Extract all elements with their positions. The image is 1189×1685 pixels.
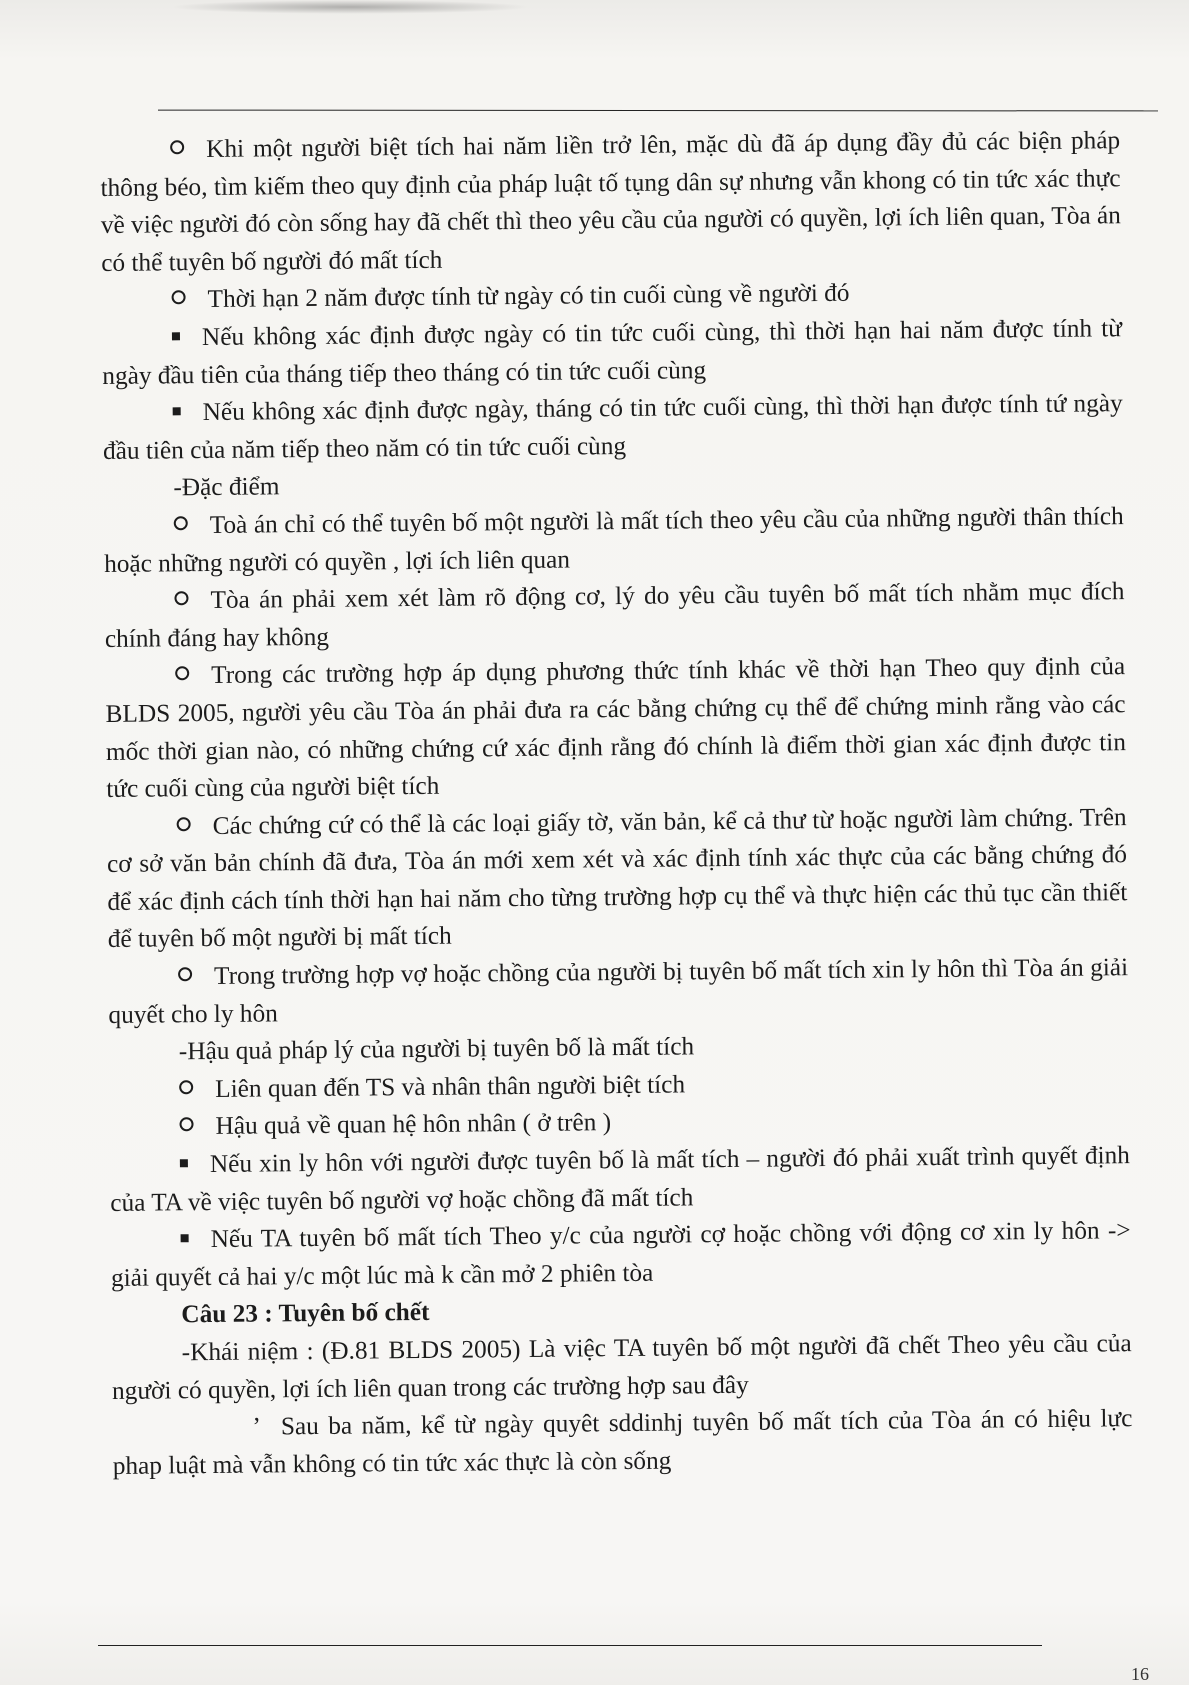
- paragraph: -Khái niệm : (Đ.81 BLDS 2005) Là việc TA tuyên bố một người đã chết Theo yêu cầu của người có quyền, lợi ích liên quan trong các trường hợp sau đây: [111, 1329, 1132, 1405]
- paragraph: Thời hạn 2 năm được tính từ ngày có tin cuối cùng về người đó: [101, 273, 1121, 320]
- document-body: [100, 122, 1133, 1485]
- paragraph: Nếu xin ly hôn với người được tuyên bố là mất tích – người đó phải xuất trình quyết định của TA về việc tuyên bố người vợ hoặc chồng đã mất tích: [110, 1141, 1131, 1217]
- footer-rule: [98, 1645, 1042, 1646]
- scan-smudge: [170, 0, 530, 14]
- paragraph: ʼ Sau ba năm, kể từ ngày quyêt sddinhj tuyên bố mất tích của Tòa án có hiệu lực phap luật mà vẫn không có tin tức xác thực là còn sống: [112, 1404, 1133, 1480]
- square-bullet-icon: [173, 407, 181, 415]
- section-label: -Đặc điểm: [173, 472, 280, 502]
- page-number: 16: [1131, 1664, 1149, 1684]
- paragraph: Trong trường hợp vợ hoặc chồng của người bị tuyên bố mất tích xin ly hôn thì Tòa án giải quyết cho ly hôn: [108, 953, 1129, 1029]
- paragraph: Trong các trường hợp áp dụng phương thức tính khác về thời hạn Theo quy định của BLDS 2005, người yêu cầu Tòa án phải đưa ra các bằng chứng cụ thể để chứng minh rằng vào các mốc thời gian nào, có những chứng cứ xác định rằng đó chính là điểm thời gian xác định được tin tức cuối cùng của người biệt tích: [105, 652, 1127, 804]
- circle-bullet-icon: [170, 140, 184, 154]
- paragraph: Nếu không xác định được ngày có tin tức cuối cùng, thì thời hạn hai năm được tính từ ngày đầu tiên của tháng tiếp theo tháng có tin tức cuối cùng: [102, 314, 1123, 390]
- square-bullet-icon: [172, 332, 180, 340]
- paragraph: Hậu quả về quan hệ hôn nhân ( ở trên ): [109, 1100, 1129, 1147]
- paragraph: Nếu TA tuyên bố mất tích Theo y/c của người cợ hoặc chồng với động cơ xin ly hôn -> giải quyết cả hai y/c một lúc mà k cần mở 2 phiên tòa: [110, 1216, 1131, 1292]
- circle-bullet-icon: [179, 1118, 193, 1132]
- circle-bullet-icon: [177, 817, 191, 831]
- paragraph: Nếu không xác định được ngày, tháng có tin tức cuối cùng, thì thời hạn được tính tứ ngày đầu tiên của năm tiếp theo năm có tin tức cuối cùng: [102, 389, 1123, 465]
- circle-bullet-icon: [174, 516, 188, 530]
- circle-bullet-icon: [175, 666, 189, 680]
- section-label: -Hậu quả pháp lý của người bị tuyên bố là mất tích: [178, 1032, 695, 1066]
- paragraph: Toà án chỉ có thể tuyên bố một người là mất tích theo yêu cầu của những người thân thích hoặc những người có quyền , lợi ích liên quan: [104, 502, 1124, 578]
- header-rule: [158, 110, 1158, 112]
- paragraph: Liên quan đến TS và nhân thân người biệt tích: [109, 1062, 1129, 1109]
- square-bullet-icon: [181, 1234, 189, 1242]
- section-heading: Câu 23 : Tuyên bố chết: [181, 1298, 430, 1329]
- circle-bullet-icon: [172, 291, 186, 305]
- square-bullet-icon: [180, 1159, 188, 1167]
- paragraph: Tòa án phải xem xét làm rõ động cơ, lý do yêu cầu tuyên bố mất tích nhằm mục đích chính đáng hay không: [104, 577, 1125, 653]
- circle-bullet-icon: [174, 591, 188, 605]
- circle-bullet-icon: [178, 967, 192, 981]
- paragraph: Các chứng cứ có thể là các loại giấy tờ, văn bản, kể cả thư từ hoặc người làm chứng. Trên cơ sở văn bản chính đã đưa, Tòa án mới xem xét và xác định tính xác thực của các bằng chứng đó để xác định cách tính thời hạn hai năm cho từng trường hợp cụ thể và thực hiện các thủ tục cần thiết để tuyên bố một người bị mất tích: [106, 802, 1128, 954]
- circle-bullet-icon: [179, 1080, 193, 1094]
- paragraph: Khi một người biệt tích hai năm liền trở lên, mặc dù đã áp dụng đầy đủ các biện pháp thông béo, tìm kiếm theo quy định của pháp luật tố tụng dân sự nhưng vẫn khong có tin tức xác thực về việc người đó còn sống hay đã chết thì theo yêu cầu của người có quyền, lợi ích liên quan, Tòa án có thể tuyên bố người đó mất tích: [100, 126, 1121, 277]
- tick-mark-icon: ʼ: [252, 1412, 262, 1441]
